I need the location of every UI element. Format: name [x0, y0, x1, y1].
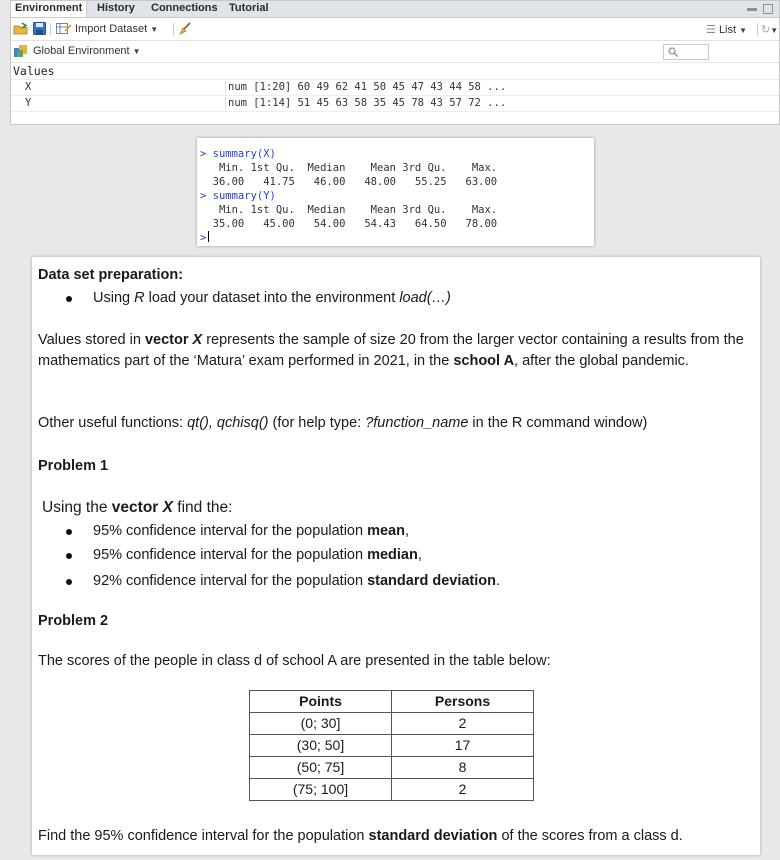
console-prompt[interactable]	[200, 231, 594, 245]
text-span: ,	[417, 547, 422, 563]
text-span: vector	[144, 332, 193, 348]
text-span: represents the sample of size 20 from the larger vector containing a results from the mathematics part of the ‘Matura’ exam performed in 2021, in the	[38, 332, 744, 369]
environment-pane	[10, 0, 780, 125]
prep-bullet	[93, 288, 743, 309]
problem2-heading: Problem 2	[38, 613, 109, 629]
table-cell: 17	[392, 735, 534, 757]
values-section-header: Values	[11, 63, 779, 80]
console-output: 36.00 41.75 46.00 48.00 55.25 63.00	[200, 176, 504, 188]
list-icon: ☰	[706, 24, 716, 36]
table-cell: (75; 100]	[250, 779, 392, 801]
text-span: R	[134, 290, 145, 306]
text-span: , after the global pandemic.	[514, 353, 689, 369]
text-span: school A	[453, 353, 515, 369]
prep-heading: Data set preparation:	[38, 267, 184, 283]
text-span: 95% confidence interval for the population	[93, 547, 368, 563]
toolbar-separator	[50, 23, 51, 35]
text-span: load your dataset into the environment	[144, 290, 400, 306]
text-span: Find the 95% confidence interval for the population	[38, 828, 369, 844]
tab-connections[interactable]: Connections	[151, 2, 218, 14]
variable-name: X	[25, 81, 32, 93]
text-span: Values stored in	[38, 332, 145, 348]
text-span: .	[496, 573, 501, 589]
variable-value: num [1:20] 60 49 62 41 50 45 47 43 44 58 ...	[225, 80, 506, 95]
console-command: > summary(Y)	[200, 190, 276, 202]
problem2-intro: The scores of the people in class d of school A are presented in the table below:	[38, 653, 551, 669]
text-span: mean	[367, 523, 405, 539]
problem2-closing	[38, 826, 754, 847]
import-dataset-icon[interactable]	[56, 22, 72, 35]
env-variable-row[interactable]	[11, 80, 779, 96]
console-output: 35.00 45.00 54.00 54.43 64.50 78.00	[200, 218, 504, 230]
environment-search-input[interactable]	[663, 44, 709, 60]
bullet-icon	[66, 579, 72, 585]
text-span: 92% confidence interval for the population	[93, 573, 368, 589]
text-cursor	[208, 231, 209, 242]
env-variable-row[interactable]	[11, 96, 779, 112]
table-cell: 2	[392, 713, 534, 735]
table-cell: (0; 30]	[250, 713, 392, 735]
chevron-down-icon: ▼	[770, 26, 779, 35]
problem1-item	[93, 571, 743, 592]
table-header: Persons	[392, 691, 534, 713]
r-console[interactable]	[197, 138, 594, 246]
toolbar-separator	[757, 23, 758, 35]
text-span: of the scores from a class d.	[497, 828, 683, 844]
minimize-icon[interactable]	[747, 8, 757, 11]
refresh-button[interactable]	[761, 23, 778, 36]
scores-table	[249, 690, 534, 801]
scope-label: Global Environment	[33, 45, 130, 57]
table-cell: 8	[392, 757, 534, 779]
tab-environment[interactable]: Environment	[11, 1, 87, 17]
chevron-down-icon: ▼	[132, 47, 141, 56]
tab-tutorial[interactable]: Tutorial	[229, 2, 269, 14]
environment-icon	[14, 45, 28, 58]
text-span: ,	[404, 523, 409, 539]
environment-toolbar	[11, 18, 779, 41]
text-span: Using the	[42, 499, 112, 516]
scope-bar	[11, 41, 779, 63]
dataset-description	[38, 330, 754, 372]
problem1-item	[93, 545, 743, 566]
view-mode-dropdown[interactable]	[706, 23, 747, 36]
toolbar-separator	[173, 23, 174, 35]
console-output: Min. 1st Qu. Median Mean 3rd Qu. Max.	[200, 204, 504, 216]
text-span: ?function_name	[365, 415, 469, 431]
table-row	[250, 779, 534, 801]
text-span: load(…)	[399, 290, 451, 306]
table-cell: (50; 75]	[250, 757, 392, 779]
chevron-down-icon: ▼	[150, 25, 159, 34]
tab-history[interactable]: History	[97, 2, 135, 14]
save-workspace-icon[interactable]	[33, 22, 46, 35]
assignment-document	[32, 257, 760, 855]
text-span: Using	[93, 290, 135, 306]
console-output: Min. 1st Qu. Median Mean 3rd Qu. Max.	[200, 162, 504, 174]
table-row	[250, 735, 534, 757]
variable-name: Y	[25, 97, 32, 109]
pane-tabbar	[11, 1, 779, 18]
problem1-intro	[42, 497, 758, 518]
text-span: find the:	[172, 499, 233, 516]
problem1-heading: Problem 1	[38, 458, 109, 474]
table-row	[250, 757, 534, 779]
text-span: vector	[111, 499, 163, 516]
import-dataset-label: Import Dataset	[75, 23, 148, 35]
prompt-symbol: >	[200, 232, 207, 244]
table-cell: (30; 50]	[250, 735, 392, 757]
refresh-icon: ↻	[761, 24, 771, 36]
table-row	[250, 713, 534, 735]
problem1-item	[93, 521, 743, 542]
broom-icon[interactable]	[178, 22, 192, 35]
text-span: 95% confidence interval for the population	[93, 523, 368, 539]
text-span: in the R command window)	[468, 415, 648, 431]
table-header-row	[250, 691, 534, 713]
text-span: (for help type:	[268, 415, 366, 431]
variable-value: num [1:14] 51 45 63 58 35 45 78 43 57 72 ...	[225, 96, 506, 111]
view-mode-label: List	[718, 24, 737, 36]
scope-dropdown[interactable]	[33, 45, 141, 57]
text-span: X	[162, 499, 173, 516]
text-span: median	[367, 547, 418, 563]
maximize-icon[interactable]	[763, 4, 773, 14]
table-header: Points	[250, 691, 392, 713]
chevron-down-icon: ▼	[739, 26, 748, 35]
bullet-icon	[66, 529, 72, 535]
text-span: standard deviation	[367, 573, 496, 589]
table-cell: 2	[392, 779, 534, 801]
bullet-icon	[66, 296, 72, 302]
text-span: X	[192, 332, 203, 348]
text-span: standard deviation	[368, 828, 498, 844]
import-dataset-button[interactable]	[75, 23, 158, 35]
console-command: > summary(X)	[200, 148, 276, 160]
search-icon	[668, 47, 678, 57]
load-workspace-icon[interactable]	[13, 22, 29, 35]
text-span: Other useful functions:	[38, 415, 188, 431]
window-controls	[747, 3, 773, 15]
bullet-icon	[66, 553, 72, 559]
useful-functions	[38, 413, 754, 434]
text-span: qt(), qchisq()	[187, 415, 269, 431]
